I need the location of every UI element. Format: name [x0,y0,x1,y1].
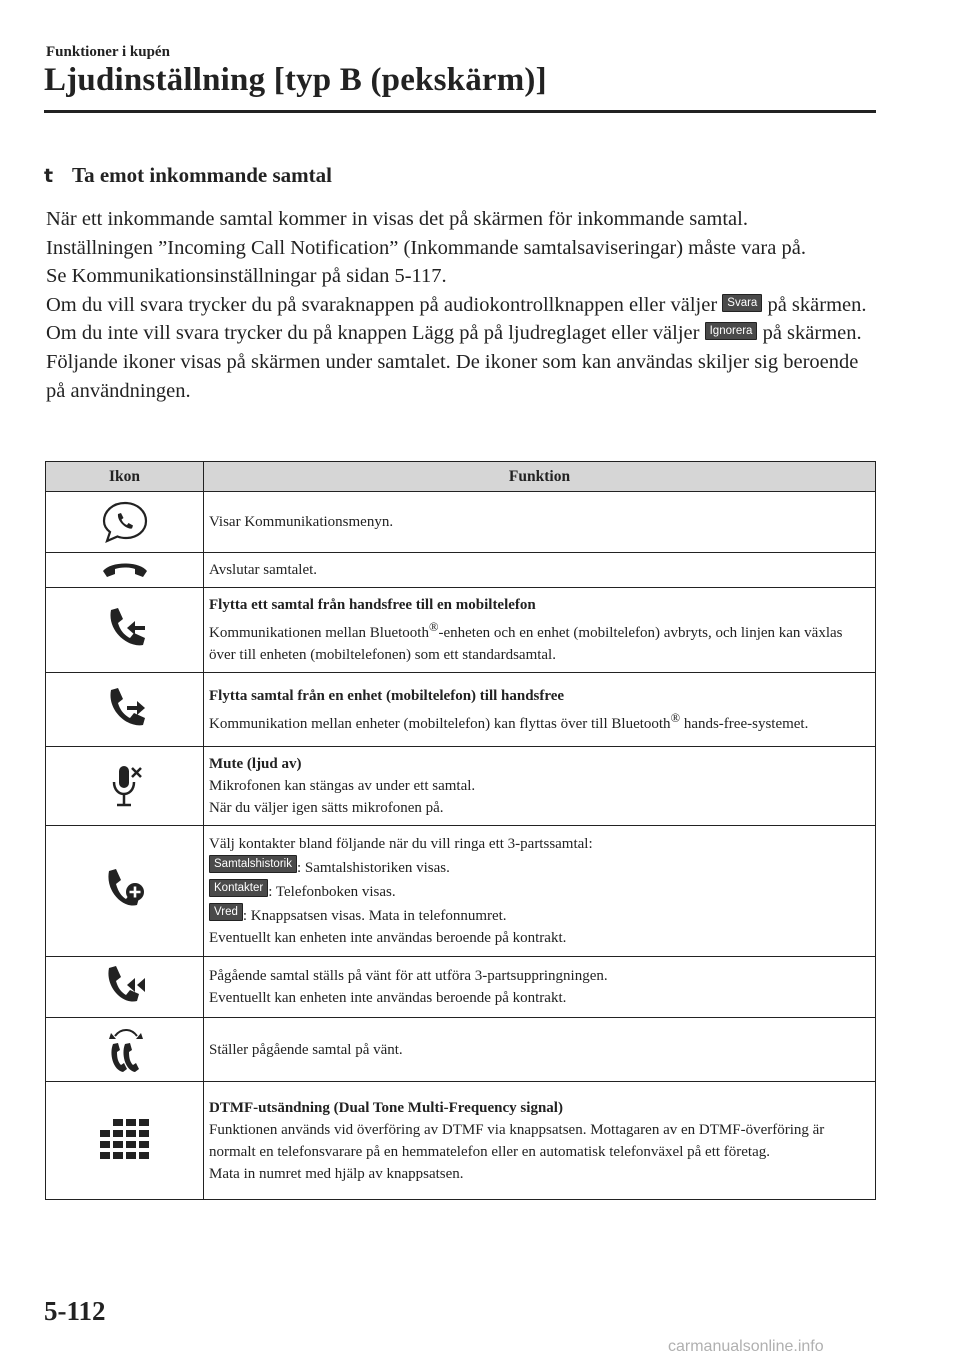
paragraph: Om du inte vill svara trycker du på knappen Lägg på på ljudreglaget eller väljer Ignorera på skärmen. [46,322,862,345]
paragraph: Inställningen ”Incoming Call Notification” (Inkommande samtalsaviseringar) måste vara på. [46,236,806,259]
option-line: Vred : Knappsatsen visas. Mata in telefonnumret. [209,903,870,927]
table-row [46,747,876,826]
section-label: Funktioner i kupén [46,44,170,60]
ignore-button-label: Ignorera [705,322,758,340]
table-row [46,553,876,588]
bullet-icon: t [44,165,54,187]
function-title: Flytta ett samtal från handsfree till en mobiltelefon [209,597,536,613]
table-row [46,588,876,673]
function-title: Mute (ljud av) [209,756,302,772]
paragraph: Följande ikoner visas på skärmen under samtalet. De ikoner som kan användas skiljer sig beroende på användningen. [46,350,859,402]
function-description: Mata in numret med hjälp av knappsatsen. [209,1165,464,1182]
table-header-row [46,462,876,492]
function-description: När du väljer igen sätts mikrofonen på. [209,800,444,816]
hang-up-icon [99,557,151,583]
table-row [46,1018,876,1082]
function-note: Eventuellt kan enheten inte användas beroende på kontrakt. [209,930,567,946]
icon-function-table [45,461,876,1200]
function-title: Flytta samtal från en enhet (mobiltelefon) till handsfree [209,687,565,704]
body-text [46,205,882,405]
column-header-function: Funktion [204,462,876,492]
swap-calls-icon [99,1022,151,1078]
keypad-icon [99,1118,151,1164]
table-row [46,1082,876,1200]
table-row [46,826,876,957]
watermark: carmanualsonline.info [668,1338,824,1355]
function-description: Pågående samtal ställs på vänt för att utföra 3-partsuppringningen. [209,968,608,984]
function-cell: Visar Kommunikationsmenyn. [204,492,876,553]
function-title: DTMF-utsändning (Dual Tone Multi-Frequency signal) [209,1099,563,1116]
communication-menu-icon [99,500,151,544]
option-line: Samtalshistorik : Samtalshistoriken visas. [209,855,870,879]
title-divider [44,110,876,113]
function-description: Kommunikation mellan enheter (mobiltelefon) kan flyttas över till Bluetooth® hands-free-systemet. [209,710,809,732]
table-row [46,492,876,553]
function-description: Kommunikationen mellan Bluetooth®-enheten och en enhet (mobiltelefon) avbryts, och linjen kan växlas över till enheten (mobiltelefonen) som ett standardsamtal. [209,620,843,663]
table-row [46,673,876,747]
function-description: Eventuellt kan enheten inte användas beroende på kontrakt. [209,990,567,1006]
column-header-icon: Ikon [46,462,204,492]
sub-heading [44,163,332,188]
paragraph: Om du vill svara trycker du på svaraknappen på audiokontrollknappen eller väljer Svara på skärmen. [46,293,867,316]
page-title: Ljudinställning [typ B (pekskärm)] [44,62,547,98]
option-line: Kontakter : Telefonboken visas. [209,879,870,903]
function-description: Mikrofonen kan stängas av under ett samtal. [209,778,476,794]
function-description: Välj kontakter bland följande när du vill ringa ett 3-partssamtal: [209,836,593,852]
paragraph: Se Kommunikationsinställningar på sidan 5-117. [46,265,447,288]
sub-heading-text: Ta emot inkommande samtal [72,163,332,187]
function-cell: Ställer pågående samtal på vänt. [204,1018,876,1082]
function-cell: Avslutar samtalet. [204,553,876,588]
transfer-to-handsfree-icon [99,684,151,736]
transfer-to-phone-icon [99,604,151,656]
call-history-button-label: Samtalshistorik [209,855,297,873]
function-description: Funktionen används vid överföring av DTMF via knappsatsen. Mottagaren av en DTMF-överföring är normalt en telefonsvarare på en hemmatelefon eller en automatisk telefonväxel på ett företag. [209,1121,825,1160]
mute-microphone-icon [105,760,145,812]
page-number: 5-112 [44,1296,106,1326]
table-row [46,957,876,1018]
dial-button-label: Vred [209,903,243,921]
paragraph: När ett inkommande samtal kommer in visas det på skärmen för inkommande samtal. [46,208,748,230]
merge-calls-icon [99,963,151,1011]
answer-button-label: Svara [722,294,762,312]
contacts-button-label: Kontakter [209,879,268,897]
add-call-icon [99,865,151,917]
